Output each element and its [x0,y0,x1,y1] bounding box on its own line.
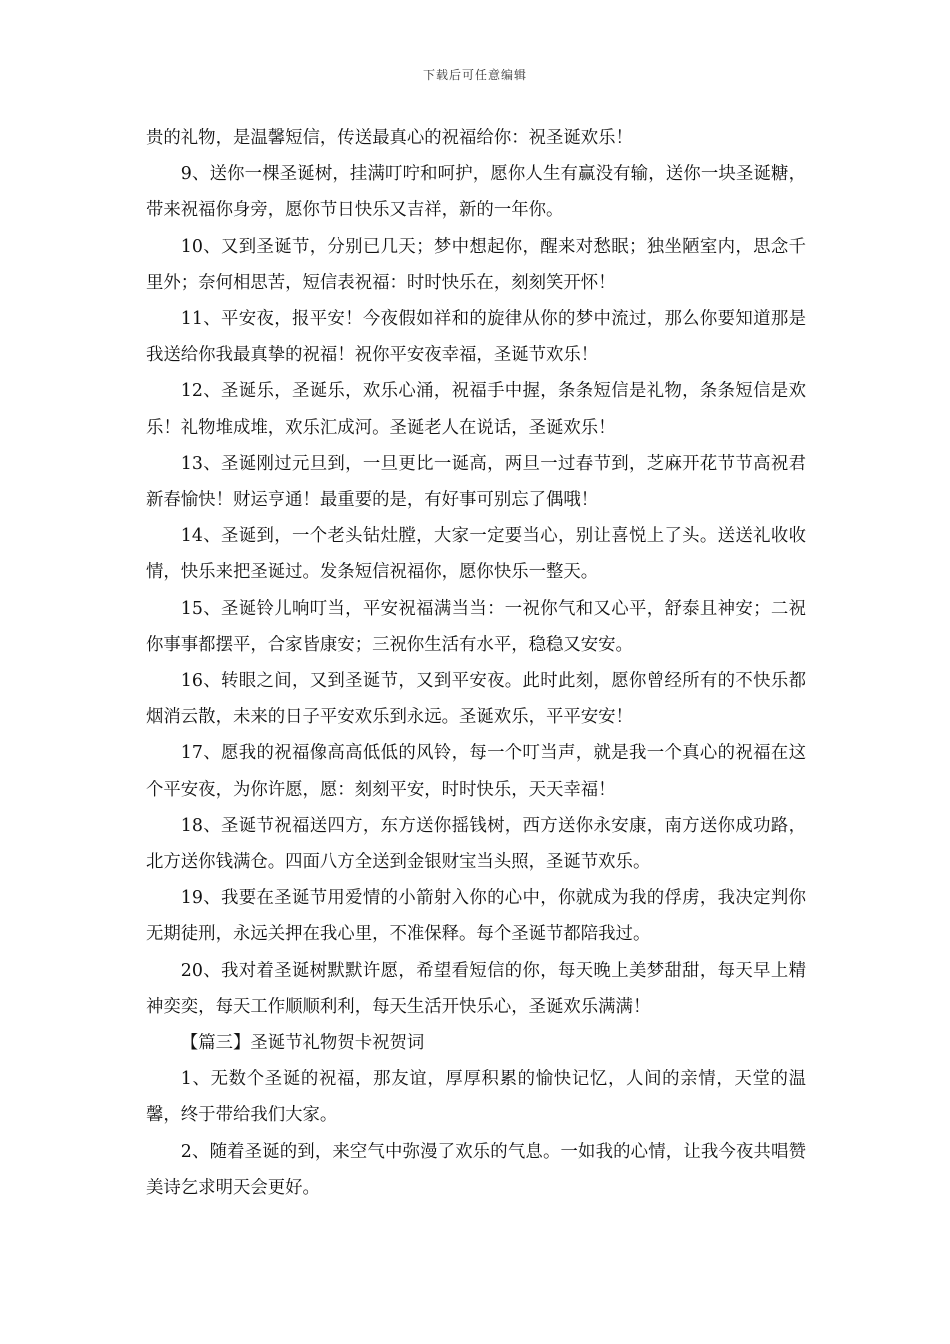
paragraph-item-13: 13、圣诞刚过元旦到，一旦更比一诞高，两旦一过春节到，芝麻开花节节高祝君新春愉快！财运亨通！最重要的是，有好事可别忘了偶哦！ [146,453,806,511]
paragraph-item-11: 11、平安夜，报平安！今夜假如祥和的旋律从你的梦中流过，那么你要知道那是我送给你我最真挚的祝福！祝你平安夜幸福，圣诞节欢乐！ [146,309,806,366]
paragraph-item-17: 17、愿我的祝福像高高低低的风铃，每一个叮当声，就是我一个真心的祝福在这个平安夜，为你许愿，愿：刻刻平安，时时快乐，天天幸福！ [146,743,806,800]
paragraph-item-9: 9、送你一棵圣诞树，挂满叮咛和呵护，愿你人生有赢没有输，送你一块圣诞糖，带来祝福你身旁，愿你节日快乐又吉祥，新的一年你。 [146,164,806,221]
paragraph-item-12: 12、圣诞乐，圣诞乐，欢乐心涌，祝福手中握，条条短信是礼物，条条短信是欢乐！礼物堆成堆，欢乐汇成河。圣诞老人在说话，圣诞欢乐！ [146,381,806,438]
paragraph-item-14: 14、圣诞到，一个老头钻灶膛，大家一定要当心，别让喜悦上了头。送送礼收收情，快乐来把圣诞过。发条短信祝福你，愿你快乐一整天。 [146,526,806,583]
paragraph-item-18: 18、圣诞节祝福送四方，东方送你摇钱树，西方送你永安康，南方送你成功路，北方送你钱满仓。四面八方全送到金银财宝当头照，圣诞节欢乐。 [146,815,806,873]
paragraph-continuation: 贵的礼物，是温馨短信，传送最真心的祝福给你：祝圣诞欢乐！ [146,128,633,148]
paragraph-item-16: 16、转眼之间，又到圣诞节，又到平安夜。此时此刻，愿你曾经所有的不快乐都烟消云散，未来的日子平安欢乐到永远。圣诞欢乐，平平安安！ [146,671,806,728]
paragraph-item-19: 19、我要在圣诞节用爱情的小箭射入你的心中，你就成为我的俘虏，我决定判你无期徒刑，永远关押在我心里，不准保释。每个圣诞节都陪我过。 [146,888,806,945]
paragraph-section3-item-2: 2、随着圣诞的到，来空气中弥漫了欢乐的气息。一如我的心情，让我今夜共唱赞美诗乞求明天会更好。 [146,1141,806,1198]
paragraph-item-20: 20、我对着圣诞树默默许愿，希望看短信的你，每天晚上美梦甜甜，每天早上精神奕奕，每天工作顺顺利利，每天生活开快乐心，圣诞欢乐满满！ [146,960,806,1017]
document-body [146,120,806,1206]
page-header: 下载后可任意编辑 [422,68,527,82]
section-heading: 【篇三】圣诞节礼物贺卡祝贺词 [180,1033,425,1054]
paragraph-item-10: 10、又到圣诞节，分别已几天；梦中想起你，醒来对愁眠；独坐陋室内，思念千里外；奈何相思苦，短信表祝福：时时快乐在，刻刻笑开怀！ [146,236,806,293]
paragraph-item-15: 15、圣诞铃儿响叮当，平安祝福满当当：一祝你气和又心平，舒泰且神安；二祝你事事都摆平，合家皆康安；三祝你生活有水平，稳稳又安安。 [146,598,806,655]
paragraph-section3-item-1: 1、无数个圣诞的祝福，那友谊，厚厚积累的愉快记忆，人间的亲情，天堂的温馨，终于带给我们大家。 [146,1069,806,1126]
